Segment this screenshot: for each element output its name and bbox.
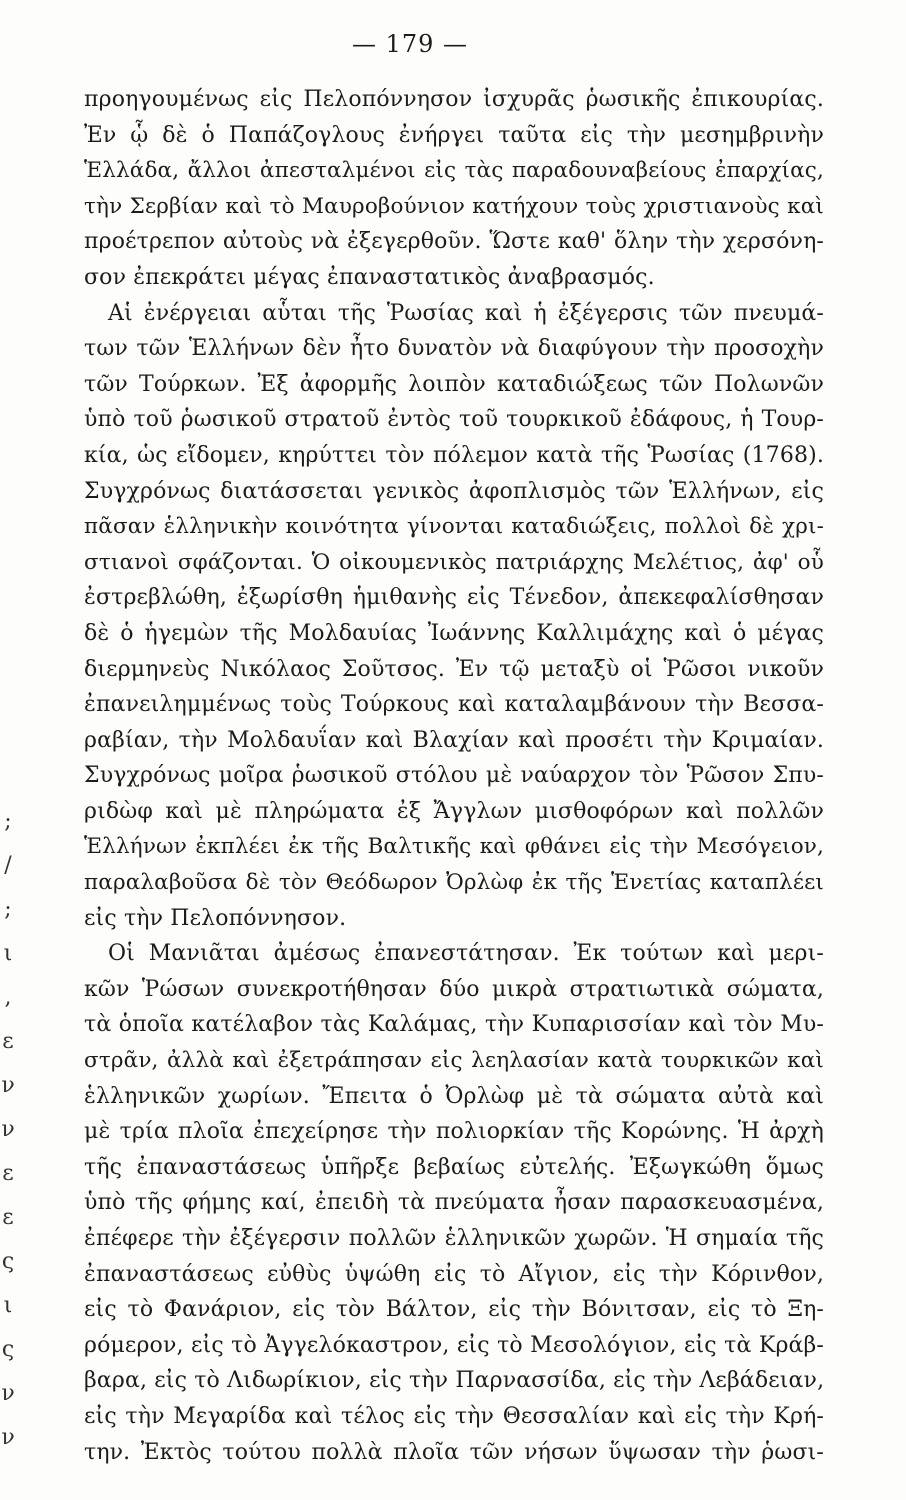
margin-mark: ε [2,1161,14,1186]
text-line: Συγχρόνως μοῖρα ῥωσικοῦ στόλου μὲ ναύαρχον τὸν Ῥῶσον Σπυ- [84,763,824,789]
text-line: ὑπὸ τῆς φήμης καί, ἐπειδὴ τὰ πνεύματα ἦσαν παρασκευασμένα, [84,1190,824,1216]
text-line: τὴν Σερβίαν καὶ τὸ Μαυροβούνιον κατήχουν τοὺς χριστιανοὺς καὶ [84,193,824,219]
text-line: ἐπαναστάσεως εὐθὺς ὑψώθη εἰς τὸ Αἴγιον, εἰς τὴν Κόρινθον, [84,1261,824,1287]
margin-mark: ν [1,1073,15,1098]
body-text [84,82,824,1470]
text-line: ἐστρεβλώθη, ἐξωρίσθη ἡμιθανὴς εἰς Τένεδον, ἀπεκεφαλίσθησαν [84,585,824,611]
margin-mark: ν [1,1117,15,1142]
text-line: ἑλληνικῶν χωρίων. Ἔπειτα ὁ Ὀρλὼφ μὲ τὰ σώματα αὐτὰ καὶ [84,1083,824,1109]
text-line: μὲ τρία πλοῖα ἐπεχείρησε τὴν πολιορκίαν τῆς Κορώνης. Ἡ ἀρχὴ [84,1119,824,1145]
text-line: Ἑλλάδα, ἄλλοι ἀπεσταλμένοι εἰς τὰς παραδουναβείους ἐπαρχίας, [84,158,824,184]
margin-mark: ε [2,1205,14,1230]
text-line: ρόμερον, εἰς τὸ Ἀγγελόκαστρον, εἰς τὸ Μεσολόγιον, εἰς τὰ Κράβ- [84,1332,824,1358]
text-line: Ἐν ᾧ δὲ ὁ Παπάζογλους ἐνήργει ταῦτα εἰς τὴν μεσημβρινὴν [84,122,824,148]
text-line: προηγουμένως εἰς Πελοπόννησον ἰσχυρᾶς ῥωσικῆς ἐπικουρίας. [84,87,824,112]
text-line: διερμηνεὺς Νικόλαος Σοῦτσος. Ἐν τῷ μεταξὺ οἱ Ῥῶσοι νικοῦν [84,656,824,682]
text-line: Ἑλλήνων ἐκπλέει ἐκ τῆς Βαλτικῆς καὶ φθάνει εἰς τὴν Μεσόγειον, [84,834,824,860]
margin-mark: ς [1,1337,15,1362]
text-line: Αἱ ἐνέργειαι αὗται τῆς Ῥωσίας καὶ ἡ ἐξέγερσις τῶν πνευμά- [108,300,824,326]
text-line: στιανοὶ σφάζονται. Ὁ οἰκουμενικὸς πατριάρχης Μελέτιος, ἀφ' οὗ [84,549,824,575]
text-line: τῶν Τούρκων. Ἐξ ἀφορμῆς λοιπὸν καταδιώξεως τῶν Πολωνῶν [84,371,824,397]
text-line: εἰς τὸ Φανάριον, εἰς τὸν Βάλτον, εἰς τὴν Βόνιτσαν, εἰς τὸ Ξη- [84,1297,824,1323]
margin-mark: ν [1,1425,15,1450]
text-line: κῶν Ῥώσων συνεκροτήθησαν δύο μικρὰ στρατιωτικὰ σώματα, [84,976,824,1002]
margin-mark: ι [3,1293,13,1318]
margin-mark: ι [3,941,13,966]
text-line: ἐπανειλημμένως τοὺς Τούρκους καὶ καταλαμβάνουν τὴν Βεσσα- [84,692,824,718]
text-line: ραβίαν, τὴν Μολδαυΐαν καὶ Βλαχίαν καὶ προσέτι τὴν Κριμαίαν. [84,727,824,753]
margin-mark: ς [1,1249,15,1274]
text-line: δὲ ὁ ἡγεμὼν τῆς Μολδαυίας Ἰωάννης Καλλιμάχης καὶ ὁ μέγας [84,620,824,646]
text-line: τὰ ὁποῖα κατέλαβον τὰς Καλάμας, τὴν Κυπαρισσίαν καὶ τὸν Μυ- [84,1012,824,1038]
margin-mark: / [4,853,12,878]
text-line: ὑπὸ τοῦ ῥωσικοῦ στρατοῦ ἐντὸς τοῦ τουρκικοῦ ἐδάφους, ἡ Τουρ- [84,407,824,433]
text-line: πᾶσαν ἑλληνικὴν κοινότητα γίνονται καταδιώξεις, πολλοὶ δὲ χρι- [84,514,824,540]
text-line: ριδὼφ καὶ μὲ πληρώματα ἐξ Ἄγγλων μισθοφόρων καὶ πολλῶν [84,798,824,824]
text-line: βαρα, εἰς τὸ Λιδωρίκιον, εἰς τὴν Παρνασσίδα, εἰς τὴν Λεβάδειαν, [84,1368,825,1394]
margin-mark: ; [4,897,12,922]
text-line: στρᾶν, ἀλλὰ καὶ ἐξετράπησαν εἰς λεηλασίαν κατὰ τουρκικῶν καὶ [84,1048,824,1074]
text-line: προέτρεπον αὐτοὺς νὰ ἐξεγερθοῦν. Ὥστε καθ' ὅλην τὴν χερσόνη- [84,229,824,255]
text-line: των τῶν Ἑλλήνων δὲν ἦτο δυνατὸν νὰ διαφύγουν τὴν προσοχὴν [84,336,824,362]
margin-mark: ε [2,1029,14,1054]
text-line: εἰς τὴν Μεγαρίδα καὶ τέλος εἰς τὴν Θεσσαλίαν καὶ εἰς τὴν Κρή- [84,1403,824,1429]
text-line: εἰς τὴν Πελοπόννησον. [84,905,347,931]
text-line: τῆς ἐπαναστάσεως ὑπῆρξε βεβαίως εὐτελής. Ἐξωγκώθη ὅμως [84,1154,824,1180]
left-margin-bleed [0,800,16,1460]
text-line: την. Ἐκτὸς τούτου πολλὰ πλοῖα τῶν νήσων ὕψωσαν τὴν ῥωσι- [84,1439,824,1465]
text-line: σον ἐπεκράτει μέγας ἐπαναστατικὸς ἀναβρασμός. [84,264,655,290]
text-line: ἐπέφερε τὴν ἐξέγερσιν πολλῶν ἑλληνικῶν χωρῶν. Ἡ σημαία τῆς [84,1226,824,1251]
page-number: — 179 — [351,30,469,58]
text-line: Συγχρόνως διατάσσεται γενικὸς ἀφοπλισμὸς τῶν Ἑλλήνων, εἰς [84,478,824,504]
text-line: κία, ὡς εἴδομεν, κηρύττει τὸν πόλεμον κατὰ τῆς Ῥωσίας (1768). [84,442,824,468]
margin-mark: ν [1,1381,15,1406]
text-line: Οἱ Μανιᾶται ἀμέσως ἐπανεστάτησαν. Ἐκ τούτων καὶ μερι- [108,941,824,967]
margin-mark: , [4,985,12,1010]
margin-mark: ; [4,809,12,834]
text-line: παραλαβοῦσα δὲ τὸν Θεόδωρον Ὀρλὼφ ἐκ τῆς Ἑνετίας καταπλέει [84,870,824,896]
